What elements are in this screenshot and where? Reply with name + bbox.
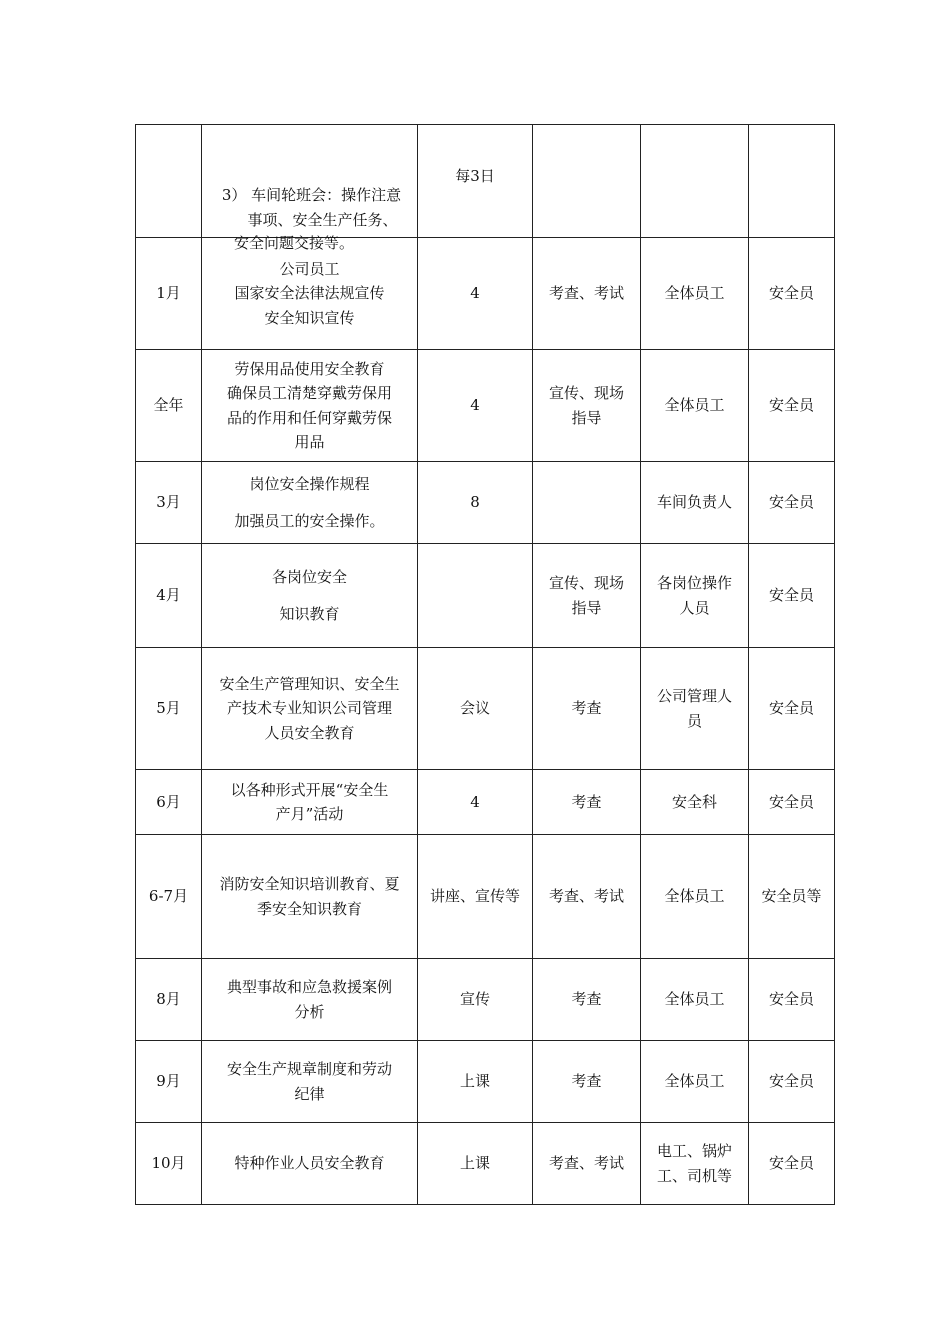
table-row (136, 125, 835, 238)
table-row (136, 350, 835, 462)
responsible-cell: 安全员 (749, 544, 835, 648)
content-line: 加强员工的安全操作。 (234, 511, 385, 530)
month-cell: 10月 (136, 1123, 202, 1205)
method-cell: 考查、考试 (533, 835, 641, 959)
responsible-cell: 安全员 (749, 648, 835, 770)
method-line: 指导 (571, 408, 602, 427)
responsible-cell: 安全员 (749, 238, 835, 350)
month-cell: 6-7月 (136, 835, 202, 959)
content-cell (202, 125, 418, 252)
method-cell: 考查 (533, 959, 641, 1041)
content-line: 确保员工清楚穿戴劳保用 (226, 384, 392, 402)
content-line: 3） 车间轮班会：操作注意 (221, 186, 402, 204)
frequency-cell: 每3日 (418, 125, 533, 238)
target-cell (641, 544, 749, 648)
method-line: 指导 (571, 598, 602, 617)
frequency-cell: 4 (418, 350, 533, 462)
method-cell (533, 462, 641, 544)
method-cell: 考查、考试 (533, 1123, 641, 1205)
table-row (136, 1041, 835, 1123)
frequency-cell: 讲座、宣传等 (418, 835, 533, 959)
target-line: 员 (686, 711, 702, 730)
content-line: 安全知识宣传 (264, 308, 355, 327)
frequency-cell: 宣传 (418, 959, 533, 1041)
responsible-cell: 安全员 (749, 1041, 835, 1123)
target-cell: 全体员工 (641, 835, 749, 959)
responsible-cell: 安全员 (749, 462, 835, 544)
month-cell: 4月 (136, 544, 202, 648)
method-cell: 考查、考试 (533, 238, 641, 350)
frequency-cell: 4 (418, 770, 533, 835)
target-line: 人员 (679, 598, 710, 617)
content-cell (202, 835, 418, 959)
method-cell (533, 125, 641, 238)
frequency-cell: 上课 (418, 1123, 533, 1205)
target-cell: 全体员工 (641, 350, 749, 462)
method-line: 宣传、现场 (548, 384, 624, 402)
content-line: 知识教育 (279, 604, 340, 623)
table-row (136, 648, 835, 770)
content-line: 各岗位安全 (271, 568, 347, 586)
content-line: 安全生产管理知识、安全生 (219, 674, 400, 693)
content-cell (202, 959, 418, 1041)
content-line: 纪律 (294, 1084, 325, 1103)
method-cell (533, 544, 641, 648)
target-cell: 车间负责人 (641, 462, 749, 544)
responsible-cell: 安全员 (749, 350, 835, 462)
content-line: 公司员工 (279, 259, 340, 278)
target-line: 各岗位操作 (656, 574, 732, 592)
method-cell: 考查 (533, 770, 641, 835)
method-line: 宣传、现场 (548, 574, 624, 592)
target-line: 电工、锅炉 (656, 1142, 732, 1160)
frequency-cell: 8 (418, 462, 533, 544)
table-row (136, 770, 835, 835)
content-line: 分析 (294, 1002, 325, 1021)
table-row (136, 462, 835, 544)
table-row (136, 835, 835, 959)
content-line: 岗位安全操作规程 (249, 475, 370, 493)
content-cell (202, 770, 418, 835)
content-cell (202, 544, 418, 648)
month-cell: 全年 (136, 350, 202, 462)
responsible-cell: 安全员 (749, 770, 835, 835)
content-line: 产月”活动 (275, 805, 344, 823)
content-line: 国家安全法律法规宣传 (234, 284, 385, 303)
month-cell: 8月 (136, 959, 202, 1041)
target-cell: 全体员工 (641, 1041, 749, 1123)
training-plan-table (135, 124, 835, 1205)
method-cell (533, 350, 641, 462)
content-cell (202, 1123, 418, 1205)
content-cell (202, 350, 418, 462)
responsible-cell: 安全员 (749, 1123, 835, 1205)
responsible-cell: 安全员 (749, 959, 835, 1041)
month-cell: 3月 (136, 462, 202, 544)
method-cell: 考查 (533, 1041, 641, 1123)
month-cell (136, 125, 202, 238)
content-line: 消防安全知识培训教育、夏 (219, 875, 400, 893)
month-cell: 5月 (136, 648, 202, 770)
content-line: 劳保用品使用安全教育 (234, 359, 385, 378)
content-cell (202, 648, 418, 770)
content-line: 品的作用和任何穿戴劳保 (226, 408, 392, 427)
target-cell (641, 648, 749, 770)
method-cell: 考查 (533, 648, 641, 770)
content-line: 用品 (294, 433, 325, 451)
target-cell: 全体员工 (641, 238, 749, 350)
table-row (136, 544, 835, 648)
content-line: 特种作业人员安全教育 (234, 1154, 385, 1173)
content-line: 季安全知识教育 (256, 899, 362, 918)
content-line: 安全生产规章制度和劳动 (226, 1060, 392, 1078)
target-cell: 安全科 (641, 770, 749, 835)
month-cell: 1月 (136, 238, 202, 350)
content-cell (202, 1041, 418, 1123)
frequency-cell: 会议 (418, 648, 533, 770)
target-cell: 全体员工 (641, 959, 749, 1041)
target-line: 公司管理人 (656, 687, 732, 705)
frequency-cell (418, 544, 533, 648)
content-line: 产技术专业知识公司管理 (226, 699, 392, 718)
frequency-cell: 上课 (418, 1041, 533, 1123)
table-row (136, 959, 835, 1041)
target-line: 工、司机等 (656, 1166, 732, 1185)
content-line: 典型事故和应急救援案例 (226, 978, 392, 996)
content-line: 事项、安全生产任务、 (247, 210, 398, 229)
content-line: 人员安全教育 (264, 723, 355, 742)
content-cell (202, 462, 418, 544)
target-cell (641, 1123, 749, 1205)
target-cell (641, 125, 749, 238)
frequency-cell: 4 (418, 238, 533, 350)
responsible-cell (749, 125, 835, 238)
content-line: 以各种形式开展“安全生 (230, 780, 389, 799)
responsible-cell: 安全员等 (749, 835, 835, 959)
month-cell: 9月 (136, 1041, 202, 1123)
month-cell: 6月 (136, 770, 202, 835)
table-row (136, 1123, 835, 1205)
content-line: 安全问题交接等。 (234, 234, 355, 252)
